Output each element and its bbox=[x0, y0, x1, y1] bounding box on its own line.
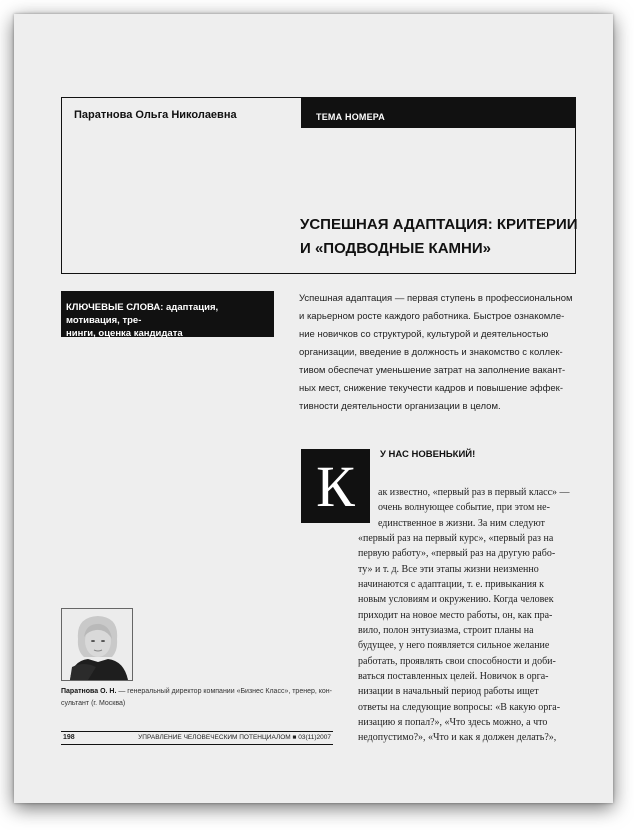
abstract-line: тивом обеспечат уменьшение затрат на заполнение вакант- bbox=[299, 365, 566, 376]
body-line: первую работу», «первый раз на другую рабо- bbox=[358, 548, 556, 560]
body-line: ваться поставленных целей. Новичок в орга- bbox=[358, 671, 549, 683]
title-line: И «ПОДВОДНЫЕ КАМНИ» bbox=[300, 240, 491, 257]
body-line: ак известно, «первый раз в первый класс» — bbox=[378, 487, 570, 498]
keywords-label: КЛЮЧЕВЫЕ СЛОВА: bbox=[66, 302, 164, 313]
title-line: УСПЕШНАЯ АДАПТАЦИЯ: КРИТЕРИИ bbox=[300, 216, 578, 233]
drop-cap: К bbox=[301, 449, 370, 523]
abstract-line: организации, введение в должность и знакомство с коллек- bbox=[299, 347, 563, 358]
page-footer bbox=[61, 731, 333, 745]
author-photo bbox=[61, 608, 133, 681]
body-line: единственное в жизни. За ним следуют bbox=[378, 517, 545, 529]
abstract-line: тивности деятельности организации в целом. bbox=[299, 401, 501, 412]
rubric-label: ТЕМА НОМЕРА bbox=[316, 112, 385, 122]
body-line: будущее, у него появляется сильное желание bbox=[358, 640, 550, 652]
journal-name: УПРАВЛЕНИЕ ЧЕЛОВЕЧЕСКИМ ПОТЕНЦИАЛОМ ■ 03(11)2007 bbox=[138, 734, 331, 741]
body-line: начинаются с адаптации, т. е. привыкания к bbox=[358, 579, 545, 591]
body-line: недопустимо?», «Что и как я должен делать?», bbox=[358, 732, 557, 744]
page-number: 198 bbox=[63, 734, 75, 741]
abstract bbox=[299, 290, 579, 416]
abstract-line: ных мест, снижение текучести кадров и повышение эффек- bbox=[299, 383, 564, 394]
body-line: ответы на следующие вопросы: «В какую орга- bbox=[358, 701, 561, 713]
author-name: Паратнова Ольга Николаевна bbox=[74, 109, 237, 121]
keywords-line bbox=[66, 301, 270, 327]
article-title bbox=[300, 213, 578, 261]
body-text bbox=[358, 531, 560, 746]
body-line: приходит на новое место работы, он, как пра- bbox=[358, 609, 553, 621]
abstract-line: ние новичков со структурой, культурой и деятельностью bbox=[299, 329, 549, 340]
section-heading: У НАС НОВЕНЬКИЙ! bbox=[380, 449, 476, 460]
body-line: низацию я попал?», «Что здесь можно, а что bbox=[358, 717, 548, 729]
caption-line: сультант (г. Москва) bbox=[61, 700, 126, 707]
body-line: ту» и т. д. Все эти этапы жизни неизменно bbox=[358, 563, 539, 575]
body-line: низации в начальный период работы ищет bbox=[358, 686, 539, 698]
abstract-line: и карьерном росте каждого работника. Быстрое ознакомле- bbox=[299, 311, 565, 322]
caption-line bbox=[61, 686, 332, 698]
keywords-box bbox=[61, 291, 274, 337]
body-line: «первый раз на первый курс», «первый раз на bbox=[358, 533, 554, 544]
author-caption bbox=[61, 686, 332, 710]
keywords-line: нинги, оценка кандидата bbox=[66, 328, 183, 339]
body-line: вило, полон энтузиазма, строит планы на bbox=[358, 625, 534, 637]
body-line: работать, проявлять свои способности и доби- bbox=[358, 655, 556, 667]
body-text-beside-cap bbox=[378, 485, 570, 531]
caption-text: — генеральный директор компании «Бизнес Класс», тренер, кон- bbox=[116, 688, 332, 695]
abstract-line: Успешная адаптация — первая ступень в профессиональном bbox=[299, 293, 573, 304]
body-line: новым условиям и окружению. Когда человек bbox=[358, 594, 554, 606]
keywords-text: адаптация, мотивация, тре- bbox=[66, 302, 219, 326]
caption-name: Паратнова О. Н. bbox=[61, 688, 117, 695]
author-portrait-image bbox=[62, 609, 132, 680]
body-line: очень волнующее событие, при этом не- bbox=[378, 502, 550, 514]
